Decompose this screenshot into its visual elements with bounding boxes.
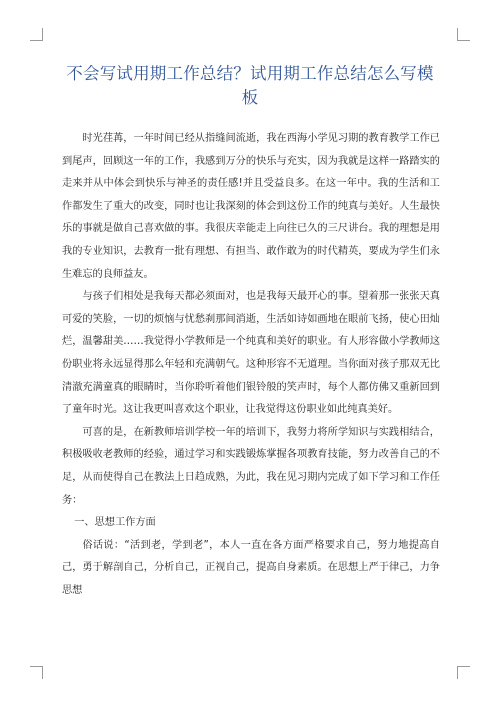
crop-mark-top-right — [457, 28, 470, 41]
crop-mark-top-left — [30, 28, 43, 41]
crop-mark-bottom-right — [457, 666, 470, 679]
paragraph-training: 可喜的是，在新教师培训学校一年的培训下，我努力将所学知识与实践相结合，积极吸收老教师的经验，通过学习和实践锻炼掌握各项教育技能，努力改善自己的不足，从而使得自己在教法上日趋成熟，为此，我在见习期内完成了如下学习和工作任务： — [62, 426, 440, 506]
document-body — [62, 128, 440, 602]
document-title: 不会写试用期工作总结？试用期工作总结怎么写模板 — [66, 64, 434, 107]
section-heading-ideology: 一、思想工作方面 — [74, 517, 156, 529]
paragraph-intro: 时光荏苒，一年时间已经从指缝间流逝，我在西海小学见习期的教育教学工作已到尾声，回顾这一年的工作，我感到万分的快乐与充实，因为我就是这样一路踏实的走来并从中体会到快乐与神圣的责任感!并且受益良多。在这一年中。我的生活和工作都发生了重大的改变，同时也让我深刻的体会到这份工作的纯真与美好。人生最快乐的事就是做自己喜欢做的事。我很庆幸能走上向往已久的三尺讲台。我的理想是用我的专业知识，去教育一批有理想、有担当、敢作敢为的时代精英，要成为学生们永生难忘的良师益友。 — [62, 133, 440, 280]
paragraph-children: 与孩子们相处是我每天都必须面对，也是我每天最开心的事。望着那一张张天真可爱的笑脸，一切的烦恼与忧愁刹那间消逝，生活如诗如画地在眼前飞扬，使心田灿烂，温馨甜美……我觉得小学教师是一个纯真和美好的职业。有人形容做小学教师这份职业将永远显得那么年轻和充满朝气。这种形容不无道理。当你面对孩子那双无比清澈充满童真的眼睛时，当你聆听着他们银铃般的笑声时，每个人都仿佛又重新回到了童年时光。这让我更叫喜欢这个职业，让我觉得这份职业如此纯真美好。 — [62, 291, 440, 416]
crop-mark-bottom-left — [30, 666, 43, 679]
paragraph-ideology: 俗话说：“活到老，学到老”，本人一直在各方面严格要求自己，努力地提高自己，勇于解剖自己，分析自己，正视自己，提高自身素质。在思想上严于律己，力争思想 — [62, 539, 440, 596]
